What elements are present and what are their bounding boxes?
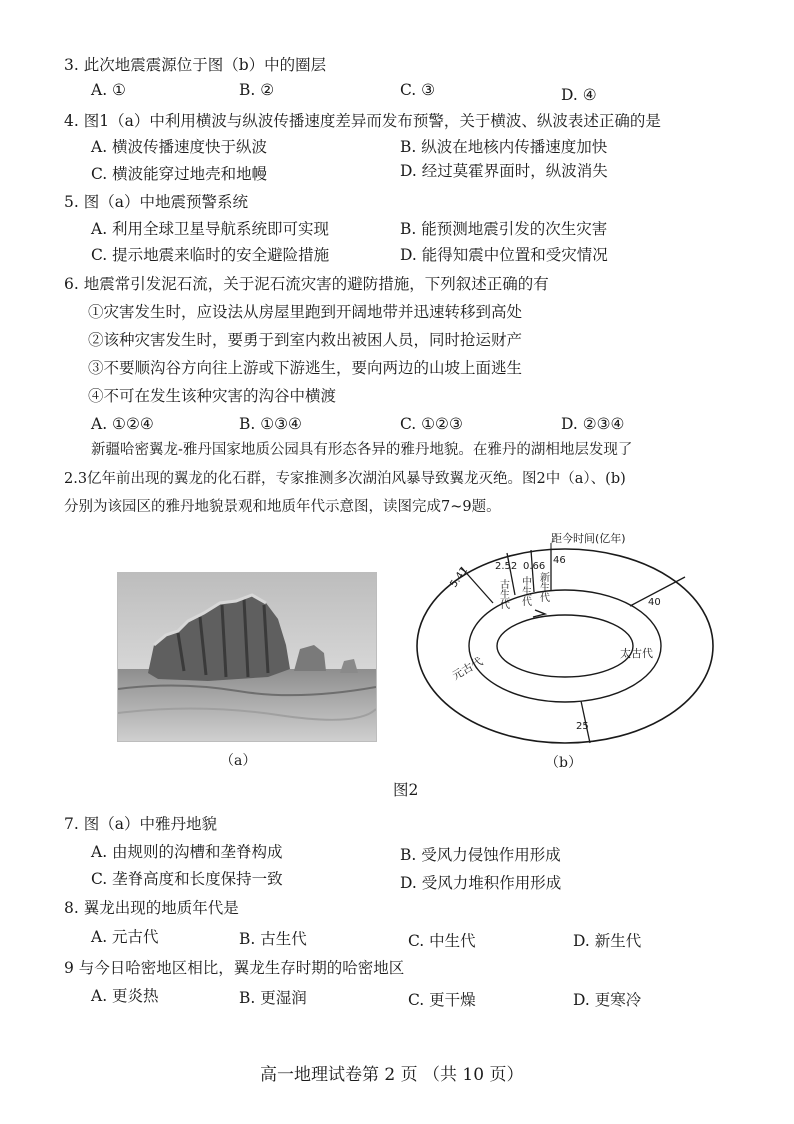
q9-option-d: D. 更寒冷 — [573, 991, 642, 1009]
tick-40: 40 — [648, 597, 661, 608]
q3-option-d: D. ④ — [561, 86, 597, 104]
figure-caption-b: （b） — [545, 755, 582, 771]
tick-0-66: 0.66 — [523, 561, 546, 572]
q8-option-c: C. 中生代 — [408, 932, 476, 950]
q5-option-a: A. 利用全球卫星导航系统即可实现 — [91, 220, 330, 238]
q3-option-c: C. ③ — [400, 81, 436, 99]
q9-option-b: B. 更湿润 — [239, 989, 307, 1007]
era-archean: 太古代 — [620, 647, 653, 660]
q7-option-b: B. 受风力侵蚀作用形成 — [400, 846, 561, 864]
q3-option-a: A. ① — [91, 81, 126, 99]
q9-option-a: A. 更炎热 — [91, 987, 159, 1005]
q5-option-b: B. 能预测地震引发的次生灾害 — [400, 220, 608, 238]
tick-25: 25 — [576, 721, 589, 732]
q4-option-a: A. 横波传播速度快于纵波 — [91, 138, 268, 156]
tick-5-41: 5.41 — [448, 565, 471, 590]
q5-option-c: C. 提示地震来临时的安全避险措施 — [91, 246, 330, 264]
q6-statement-2: ②该种灾害发生时，要勇于到室内救出被困人员，同时抢运财产 — [88, 331, 523, 349]
q8-option-d: D. 新生代 — [573, 932, 642, 950]
q8-option-b: B. 古生代 — [239, 930, 307, 948]
q6-option-a: A. ①②④ — [91, 415, 154, 433]
tick-2-52: 2.52 — [495, 561, 518, 572]
intro-line-1: 新疆哈密翼龙-雅丹国家地质公园具有形态各异的雅丹地貌。在雅丹的湖相地层发现了 — [91, 442, 633, 458]
yardang-landscape-photo — [117, 572, 377, 742]
q4-option-c: C. 横波能穿过地壳和地幔 — [91, 165, 268, 183]
q3-option-b: B. ② — [239, 81, 275, 99]
inner-arrow-ring — [497, 615, 633, 677]
q6-option-d: D. ②③④ — [561, 415, 625, 433]
question-6: 6. 地震常引发泥石流，关于泥石流灾害的避防措施，下列叙述正确的有 — [64, 275, 549, 293]
q4-option-b: B. 纵波在地核内传播速度加快 — [400, 138, 608, 156]
era-mesozoic: 中生代 — [519, 576, 531, 606]
question-4: 4. 图1（a）中利用横波与纵波传播速度差异而发布预警，关于横波、纵波表述正确的是 — [64, 112, 661, 130]
question-5: 5. 图（a）中地震预警系统 — [64, 193, 248, 211]
q6-option-c: C. ①②③ — [400, 415, 463, 433]
era-proterozoic: 元古代 — [450, 654, 486, 683]
q6-option-b: B. ①③④ — [239, 415, 302, 433]
era-paleozoic: 古生代 — [497, 579, 509, 609]
q4-option-d: D. 经过莫霍界面时，纵波消失 — [400, 162, 608, 180]
q6-statement-1: ①灾害发生时，应设法从房屋里跑到开阔地带并迅速转移到高处 — [88, 303, 523, 321]
q6-statement-4: ④不可在发生该种灾害的沟谷中横渡 — [88, 387, 337, 405]
page-footer: 高一地理试卷第 2 页 （共 10 页） — [260, 1065, 524, 1085]
geologic-time-diagram — [415, 532, 715, 747]
question-3: 3. 此次地震震源位于图（b）中的圈层 — [64, 56, 327, 74]
q5-option-d: D. 能得知震中位置和受灾情况 — [400, 246, 608, 264]
intro-line-3: 分别为该园区的雅丹地貌景观和地质年代示意图，读图完成7~9题。 — [64, 499, 501, 515]
figure-caption-a: （a） — [220, 753, 257, 769]
q7-option-c: C. 垄脊高度和长度保持一致 — [91, 870, 283, 888]
question-8: 8. 翼龙出现的地质年代是 — [64, 899, 239, 917]
q6-statement-3: ③不要顺沟谷方向往上游或下游逃生，要向两边的山坡上面逃生 — [88, 359, 523, 377]
question-7: 7. 图（a）中雅丹地貌 — [64, 815, 217, 833]
question-9: 9 与今日哈密地区相比，翼龙生存时期的哈密地区 — [64, 959, 405, 977]
q7-option-d: D. 受风力堆积作用形成 — [400, 874, 562, 892]
tick-46: 46 — [553, 555, 566, 566]
q9-option-c: C. 更干燥 — [408, 991, 476, 1009]
era-cenozoic: 新生代 — [537, 572, 549, 602]
figure-title: 图2 — [393, 781, 419, 799]
q7-option-a: A. 由规则的沟槽和垄脊构成 — [91, 843, 283, 861]
q8-option-a: A. 元古代 — [91, 928, 159, 946]
axis-label: 距今时间(亿年) — [551, 532, 626, 545]
intro-line-2: 2.3亿年前出现的翼龙的化石群，专家推测多次湖泊风暴导致翼龙灭绝。图2中（a）、(b) — [64, 471, 626, 487]
